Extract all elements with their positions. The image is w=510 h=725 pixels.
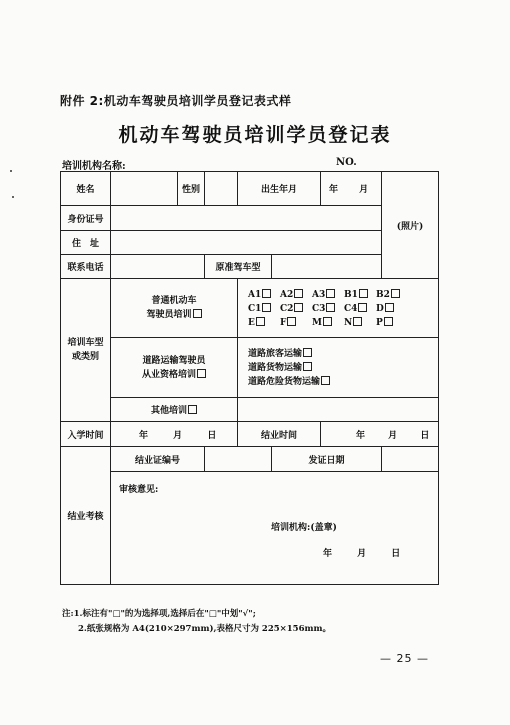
address-field[interactable]: [111, 231, 382, 255]
other-training-blank: [238, 398, 439, 422]
license-checkbox[interactable]: [359, 289, 368, 298]
ordinary-checkbox[interactable]: [193, 309, 202, 318]
certificate-number-label: 结业证编号: [111, 447, 205, 472]
birth-year-unit: 年: [329, 185, 339, 195]
license-code: A1: [248, 289, 262, 300]
license-code: B1: [344, 289, 358, 300]
license-checkbox[interactable]: [323, 317, 332, 326]
transport-line2: 从业资格培训: [141, 369, 196, 380]
name-field[interactable]: [111, 172, 178, 206]
other-training: [111, 398, 238, 422]
license-checkbox[interactable]: [262, 303, 271, 312]
original-license-field[interactable]: [272, 255, 382, 279]
id-number-label: 身份证号: [61, 206, 111, 231]
license-option: [344, 317, 376, 328]
serial-no-label: NO.: [336, 157, 357, 168]
graduation-exam-label: 结业考核: [61, 447, 111, 585]
license-checkbox[interactable]: [384, 317, 393, 326]
note-2: 2.纸张规格为 A4(210×297mm),表格尺寸为 225×156mm。: [78, 624, 331, 634]
enroll-month-unit: 月: [173, 430, 183, 441]
other-training-checkbox[interactable]: [188, 405, 197, 414]
grad-day-unit: 日: [420, 430, 430, 441]
other-training-label: 其他培训: [150, 406, 187, 416]
enrollment-label: 入学时间: [61, 422, 111, 447]
license-checkbox[interactable]: [287, 317, 296, 326]
license-types-cell: [238, 279, 439, 338]
phone-field[interactable]: [111, 255, 205, 279]
phone-label: 联系电话: [61, 255, 111, 279]
page-number: — 25 —: [380, 652, 429, 665]
license-option: [312, 289, 344, 300]
passenger-transport-checkbox[interactable]: [303, 348, 312, 357]
transport-items-cell: [238, 338, 439, 398]
license-code: P: [376, 317, 383, 328]
transport-checkbox[interactable]: [197, 369, 206, 378]
org-seal-label: 培训机构:(盖章): [271, 523, 337, 533]
license-option: [376, 303, 408, 314]
license-checkbox[interactable]: [385, 303, 394, 312]
freight-transport-label: 道路货物运输: [248, 362, 303, 373]
license-code: M: [312, 317, 322, 328]
license-option: [280, 317, 312, 328]
license-code: F: [280, 317, 287, 328]
birth-field[interactable]: [321, 172, 382, 206]
passenger-transport-label: 道路旅客运输: [248, 348, 303, 359]
review-opinion-label: 审核意见:: [119, 485, 159, 495]
scan-speck: [12, 196, 14, 198]
license-code: D: [376, 303, 384, 314]
grad-month-unit: 月: [388, 430, 398, 441]
issue-date-field[interactable]: [382, 447, 439, 472]
issue-date-label: 发证日期: [272, 447, 382, 472]
gender-field[interactable]: [205, 172, 238, 206]
hazmat-transport-checkbox[interactable]: [321, 376, 330, 385]
graduation-date-field[interactable]: [321, 422, 439, 447]
license-code: A2: [280, 289, 294, 300]
review-date-label: 年 月 日: [323, 549, 401, 559]
graduation-label: 结业时间: [238, 422, 321, 447]
scan-speck: [10, 170, 12, 172]
license-code: E: [248, 317, 255, 328]
ordinary-line1: 普通机动车: [151, 296, 197, 306]
license-option: [248, 303, 280, 314]
original-license-label: 原准驾车型: [205, 255, 272, 279]
name-label: 姓名: [61, 172, 111, 206]
license-checkbox[interactable]: [326, 303, 335, 312]
photo-label: (照片): [396, 221, 424, 232]
license-code: C4: [344, 303, 358, 314]
training-category-label: [61, 279, 111, 422]
license-code: N: [344, 317, 353, 328]
enrollment-date-field[interactable]: [111, 422, 238, 447]
license-code: C3: [312, 303, 326, 314]
form-title: 机动车驾驶员培训学员登记表: [118, 124, 392, 146]
freight-transport-checkbox[interactable]: [303, 362, 312, 371]
id-number-field[interactable]: [111, 206, 382, 231]
license-option: [344, 303, 376, 314]
license-option: [376, 289, 408, 300]
license-option: [280, 289, 312, 300]
license-option: [248, 289, 280, 300]
license-checkbox[interactable]: [391, 289, 400, 298]
ordinary-line2: 驾驶员培训: [146, 310, 192, 320]
license-option: [280, 303, 312, 314]
license-checkbox[interactable]: [294, 289, 303, 298]
license-option: [344, 289, 376, 300]
license-code: C2: [280, 303, 294, 314]
grad-year-unit: 年: [356, 430, 366, 441]
birth-month-unit: 月: [359, 185, 369, 195]
certificate-number-field[interactable]: [205, 447, 272, 472]
license-option: [376, 317, 408, 328]
enroll-day-unit: 日: [207, 430, 217, 441]
license-checkbox[interactable]: [262, 289, 271, 298]
license-checkbox[interactable]: [256, 317, 265, 326]
photo-box: [382, 172, 439, 279]
license-checkbox[interactable]: [326, 289, 335, 298]
ordinary-driver-training: [111, 279, 238, 338]
gender-label: 性别: [178, 172, 205, 206]
birth-label: 出生年月: [238, 172, 321, 206]
attachment-heading: 附件 2:机动车驾驶员培训学员登记表式样: [60, 94, 292, 108]
license-code: A3: [312, 289, 326, 300]
license-option: [312, 303, 344, 314]
address-label: 住 址: [61, 231, 111, 255]
license-type-grid: [238, 289, 438, 328]
hazmat-transport-label: 道路危险货物运输: [248, 376, 321, 387]
enroll-year-unit: 年: [139, 430, 149, 441]
license-checkbox[interactable]: [294, 303, 303, 312]
license-code: C1: [248, 303, 262, 314]
license-option: [312, 317, 344, 328]
transport-line1: 道路运输驾驶员: [142, 355, 206, 366]
license-checkbox[interactable]: [358, 303, 367, 312]
license-checkbox[interactable]: [353, 317, 362, 326]
note-1: 注:1.标注有"□"的为选择项,选择后在"□"中划"√";: [62, 609, 256, 619]
registration-table: [60, 171, 439, 585]
category-label-line1: 培训车型: [67, 338, 104, 348]
review-cell[interactable]: [111, 472, 439, 585]
license-code: B2: [376, 289, 390, 300]
license-option: [248, 317, 280, 328]
category-label-line2: 或类别: [71, 352, 99, 362]
form-notes: [62, 607, 331, 637]
transport-driver-training: [111, 338, 238, 398]
training-org-label: 培训机构名称:: [62, 161, 126, 172]
